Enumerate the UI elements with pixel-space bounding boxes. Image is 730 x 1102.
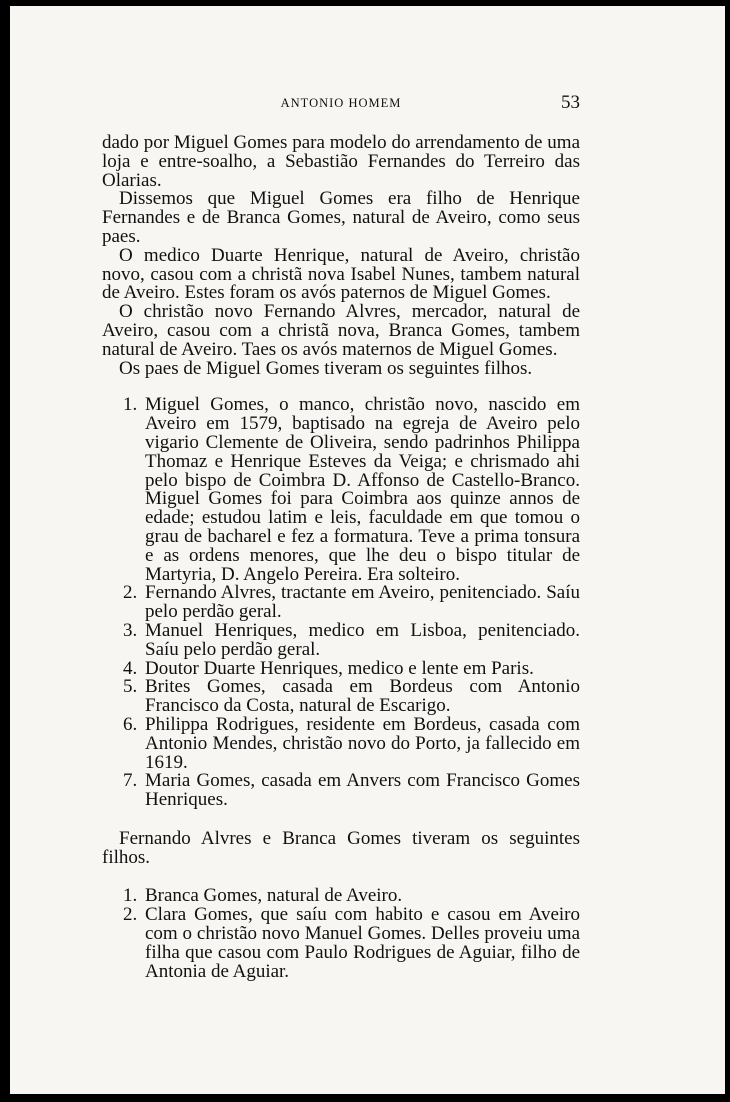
paragraph: dado por Miguel Gomes para modelo do arrendamento de uma loja e entre-soalho, a Sebastião Fernandes do Terreiro das Olarias. — [102, 132, 580, 191]
list-number: 2. — [123, 904, 138, 926]
list-item — [102, 713, 580, 773]
children-list-1 — [102, 396, 580, 810]
list-number: 6. — [123, 713, 138, 735]
list-number: 7. — [123, 770, 138, 792]
list-item — [102, 396, 580, 584]
list-text: Maria Gomes, casada em Anvers com Francisco Gomes Henriques. — [145, 770, 580, 811]
list-text: Miguel Gomes, o manco, christão novo, nascido em Aveiro em 1579, baptisado na egreja de Aveiro pelo vigario Clemente de Oliveira, sendo padrinhos Philippa Thomaz e Henrique Esteves da Veiga; e chrismado ahi pelo bispo de Coimbra D. Affonso de Castello-Branco. Miguel Gomes foi para Coimbra aos quinze annos de edade; estudou latim e leis, faculdade em que tomou o grau de bacharel e fez a formatura. Teve a prima tonsura e as ordens menores, que lhe deu o bispo titular de Martyria, D. Angelo Pereira. Era solteiro. — [145, 394, 580, 585]
list-text: Brites Gomes, casada em Bordeus com Antonio Francisco da Costa, natural de Escarigo. — [145, 676, 580, 717]
list-number: 2. — [123, 582, 138, 604]
list-item — [102, 678, 580, 716]
list-number: 1. — [123, 885, 138, 907]
list-number: 5. — [123, 676, 138, 698]
list-number: 1. — [123, 394, 138, 416]
page-body — [102, 134, 580, 981]
list-text: Clara Gomes, que saíu com habito e casou em Aveiro com o christão novo Manuel Gomes. Delles proveiu uma filha que casou com Paulo Rodrigues de Aguiar, filho de Antonia de Aguiar. — [145, 904, 580, 982]
running-head — [102, 92, 580, 114]
list-text: Philippa Rodrigues, residente em Bordeus, casada com Antonio Mendes, christão novo do Porto, ja fallecido em 1619. — [145, 713, 580, 773]
book-page — [10, 6, 725, 1094]
list-text: Manuel Henriques, medico em Lisboa, penitenciado. Saíu pelo perdão geral. — [145, 619, 580, 660]
paragraph: O christão novo Fernando Alvres, mercador, natural de Aveiro, casou com a christã nova, Branca Gomes, tambem natural de Aveiro. Taes os avós maternos de Miguel Gomes. — [102, 301, 580, 360]
list-item — [102, 584, 580, 622]
paragraph: Dissemos que Miguel Gomes era filho de Henrique Fernandes e de Branca Gomes, natural de Aveiro, como seus paes. — [102, 188, 580, 247]
list-item — [102, 619, 580, 660]
list-number: 4. — [123, 657, 138, 679]
paragraph: Fernando Alvres e Branca Gomes tiveram os seguintes filhos. — [102, 827, 580, 868]
page-number: 53 — [561, 92, 580, 113]
paragraph: O medico Duarte Henrique, natural de Aveiro, christão novo, casou com a christã nova Isabel Nunes, tambem natural de Aveiro. Estes foram os avós paternos de Miguel Gomes. — [102, 244, 580, 304]
paragraph: Os paes de Miguel Gomes tiveram os seguintes filhos. — [119, 357, 533, 379]
running-title: ANTONIO HOMEM — [280, 96, 402, 110]
list-text: Fernando Alvres, tractante em Aveiro, penitenciado. Saíu pelo perdão geral. — [145, 582, 580, 623]
list-item — [102, 906, 580, 981]
list-item — [102, 772, 580, 810]
list-text: Doutor Duarte Henriques, medico e lente em Paris. — [145, 657, 534, 679]
children-list-2 — [102, 887, 580, 981]
list-text: Branca Gomes, natural de Aveiro. — [145, 885, 403, 907]
list-number: 3. — [123, 619, 138, 641]
